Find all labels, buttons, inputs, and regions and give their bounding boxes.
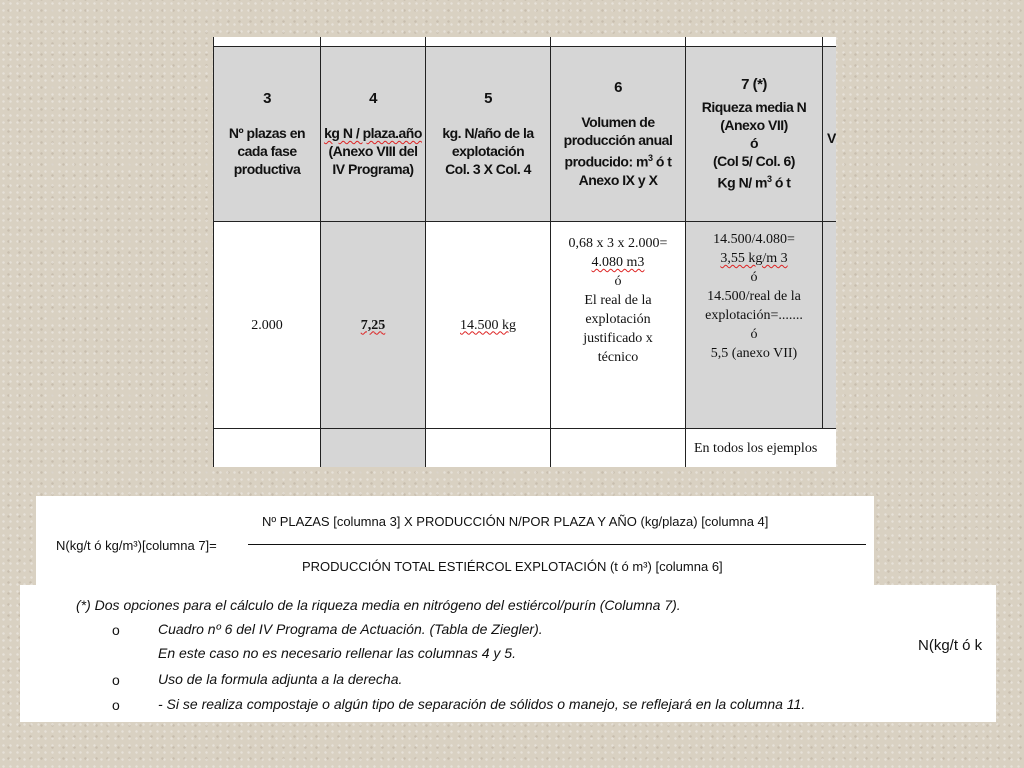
cell-col-6-line-4: El real de la: [584, 293, 652, 308]
header-col-7: [686, 47, 823, 222]
cell-col-3: 2.000: [214, 222, 321, 429]
header-col-7-label-a: Riqueza media N: [701, 99, 807, 116]
cell-col-4-value: 7,25: [360, 317, 386, 333]
table-header-row: [214, 47, 837, 222]
header-col-7-label-ef: [686, 170, 822, 192]
header-col-4-label-b: (Anexo VIII del IV Programa): [328, 143, 418, 177]
header-col-7-label-f: ó t: [771, 174, 791, 191]
header-col-5-number: 5: [484, 90, 492, 107]
formula-lhs: N(kg/t ó kg/m³)[columna 7]=: [56, 538, 217, 553]
header-col-7-label-e: Kg N/ m: [717, 174, 767, 191]
cell-col-cut: [823, 222, 837, 429]
notes-intro: (*) Dos opciones para el cálculo de la riqueza media en nitrógeno del estiércol/purín (Columna 7).: [76, 597, 681, 613]
notes-item-1: Cuadro nº 6 del IV Programa de Actuación. (Tabla de Ziegler).: [158, 621, 543, 637]
header-col-6-label-c: Anexo IX y X: [578, 171, 658, 188]
header-col-3-number: 3: [263, 90, 271, 107]
cell-col-7-line-7: 5,5 (anexo VII): [710, 346, 798, 361]
notes-bullet-1: o: [112, 622, 120, 638]
header-col-7-sup: 3: [766, 174, 772, 185]
notes-cut-formula: N(kg/t ó k: [918, 637, 983, 654]
header-col-7-label-c: ó: [749, 135, 759, 152]
notes-item-3: - Si se realiza compostaje o algún tipo de separación de sólidos o manejo, se reflejará en la columna 11.: [158, 696, 806, 712]
header-col-6-label-b: ó t: [652, 153, 672, 170]
footer-note: En todos los ejemplos: [686, 429, 837, 468]
notes-item-2: Uso de la formula adjunta a la derecha.: [158, 671, 403, 687]
footer-col-5: [426, 429, 551, 468]
table-footer-row: [214, 429, 837, 468]
cell-col-7: [686, 222, 823, 429]
cell-col-6-line-5: explotación: [585, 312, 651, 327]
header-col-5-label-a: kg. N/año de la explotación: [442, 125, 534, 159]
cell-col-7-line-4: 14.500/real de la: [707, 289, 801, 304]
cell-col-6-line-7: técnico: [597, 350, 639, 365]
notes-bullet-2: o: [112, 672, 120, 688]
cell-col-7-line-5: explotación=.......: [705, 308, 803, 323]
header-col-7-number: 7 (*): [741, 76, 767, 94]
header-col-6-sup: 3: [647, 153, 653, 164]
header-col-6-number: 6: [614, 79, 622, 97]
footer-col-3: [214, 429, 321, 468]
cell-col-6-line-3: ó: [614, 274, 622, 289]
header-col-cut-text: V: [827, 130, 836, 146]
header-col-4: [321, 47, 426, 222]
header-col-4-label-a: kg N / plaza.año: [324, 125, 422, 141]
cell-col-7-line-6: ó: [750, 327, 758, 342]
notes-item-1-sub: En este caso no es necesario rellenar las columnas 4 y 5.: [158, 645, 516, 661]
header-col-7-label-b: (Anexo VII): [720, 117, 788, 134]
cell-col-6-line-6: justificado x: [583, 331, 653, 346]
cell-col-7-line-2: 3,55 kg/m 3: [720, 251, 788, 266]
header-col-4-number: 4: [369, 90, 377, 107]
cell-col-5-value: 14.500 kg: [460, 317, 516, 333]
cell-col-7-line-3: ó: [750, 270, 758, 285]
cell-col-6-line-2: 4.080 m3: [591, 255, 645, 270]
cell-col-6: [551, 222, 686, 429]
table-data-row: [214, 222, 837, 429]
manure-table: [213, 37, 836, 467]
cell-col-7-line-1: 14.500/4.080=: [713, 232, 795, 247]
header-col-7-label-d: (Col 5/ Col. 6): [713, 153, 795, 170]
header-col-6: [551, 47, 686, 222]
header-col-cut: [823, 47, 837, 222]
header-col-6-label-a: Volumen de producción anual producido: m: [563, 114, 673, 170]
footer-col-6: [551, 429, 686, 468]
notes-bullet-3: o: [112, 697, 120, 713]
formula-numerator: Nº PLAZAS [columna 3] X PRODUCCIÓN N/POR PLAZA Y AÑO (kg/plaza) [columna 4]: [262, 514, 769, 529]
header-col-3-label: Nº plazas en cada fase productiva: [228, 125, 306, 177]
table-top-strip: [214, 37, 837, 47]
formula-denominator: PRODUCCIÓN TOTAL ESTIÉRCOL EXPLOTACIÓN (t ó m³) [columna 6]: [302, 559, 723, 574]
footer-col-4: [321, 429, 426, 468]
header-col-3: [214, 47, 321, 222]
header-col-5-label-b: Col. 3 X Col. 4: [445, 161, 531, 177]
cell-col-5: [426, 222, 551, 429]
table-panel: [213, 37, 836, 467]
header-col-6-label: [551, 113, 685, 171]
formula-fraction-bar: [248, 544, 866, 545]
header-col-5: [426, 47, 551, 222]
notes-panel: [20, 585, 996, 722]
cell-col-6-line-1: 0,68 x 3 x 2.000=: [568, 236, 668, 251]
cell-col-4: [321, 222, 426, 429]
formula-panel: [36, 496, 874, 586]
